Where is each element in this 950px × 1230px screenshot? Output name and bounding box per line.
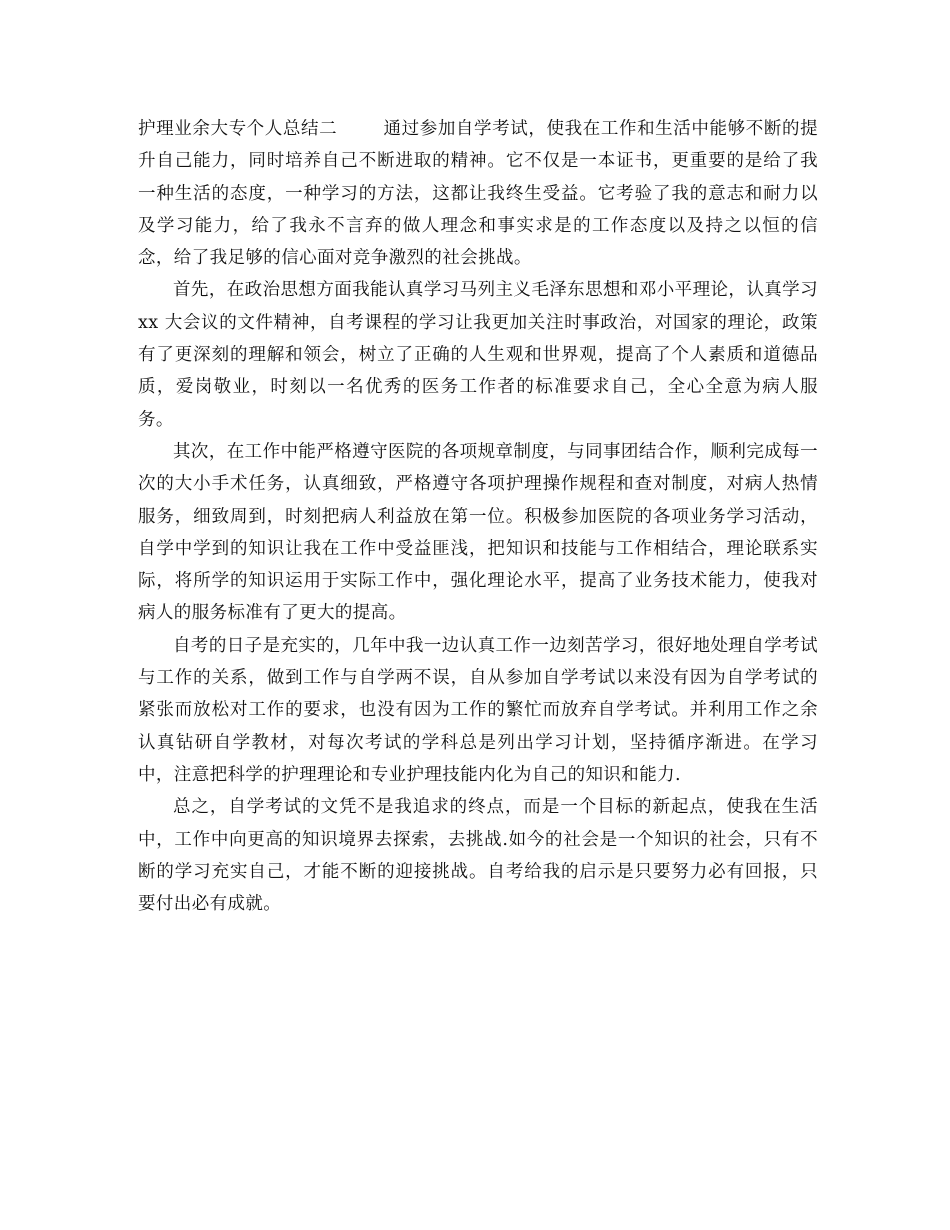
first-paragraph [138, 113, 818, 274]
document-title: 护理业余大专个人总结二 [138, 119, 338, 139]
paragraph-2: 首先，在政治思想方面我能认真学习马列主义毛泽东思想和邓小平理论，认真学习 xx 大会议的文件精神，自考课程的学习让我更加关注时事政治，对国家的理论，政策有了更深刻的理解和领会，树立了正确的人生观和世界观，提高了个人素质和道德品质，爱岗敬业，时刻以一名优秀的医务工作者的标准要求自己，全心全意为病人服务。 [138, 280, 818, 430]
document-body [138, 113, 818, 920]
paragraph-3: 其次，在工作中能严格遵守医院的各项规章制度，与同事团结合作，顺利完成每一次的大小手术任务，认真细致，严格遵守各项护理操作规程和查对制度，对病人热情服务，细致周到，时刻把病人利益放在第一位。积极参加医院的各项业务学习活动，自学中学到的知识让我在工作中受益匪浅，把知识和技能与工作相结合，理论联系实际，将所学的知识运用于实际工作中，强化理论水平，提高了业务技术能力，使我对病人的服务标准有了更大的提高。 [138, 441, 818, 624]
paragraph-1-text: 通过参加自学考试，使我在工作和生活中能够不断的提升自己能力，同时培养自己不断进取的精神。它不仅是一本证书，更重要的是给了我一种生活的态度，一种学习的方法，这都让我终生受益。它考验了我的意志和耐力以及学习能力，给了我永不言弃的做人理念和事实求是的工作态度以及持之以恒的信念，给了我足够的信心面对竞争激烈的社会挑战。 [138, 119, 818, 269]
paragraph-5: 总之，自学考试的文凭不是我追求的终点，而是一个目标的新起点，使我在生活中，工作中向更高的知识境界去探索，去挑战.如今的社会是一个知识的社会，只有不断的学习充实自己，才能不断的迎接挑战。自考给我的启示是只要努力必有回报，只要付出必有成就。 [138, 797, 818, 915]
paragraph-4: 自考的日子是充实的，几年中我一边认真工作一边刻苦学习，很好地处理自学考试与工作的关系，做到工作与自学两不误，自从参加自学考试以来没有因为自学考试的紧张而放松对工作的要求，也没有因为工作的繁忙而放弃自学考试。并利用工作之余认真钻研自学教材，对每次考试的学科总是列出学习计划，坚持循序渐进。在学习中，注意把科学的护理理论和专业护理技能内化为自己的知识和能力. [138, 635, 818, 785]
